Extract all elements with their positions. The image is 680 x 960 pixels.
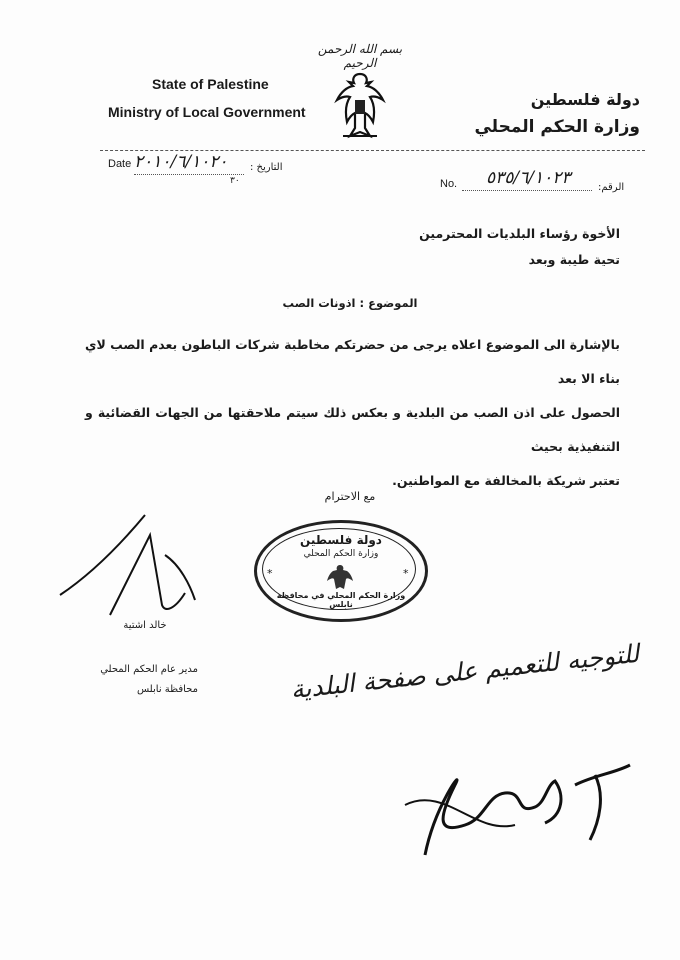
- stamp-top-text: دولة فلسطين: [300, 533, 382, 547]
- subject-line: الموضوع : اذونات الصب: [282, 296, 418, 310]
- signatory-title: مدير عام الحكم المحلي: [100, 664, 198, 675]
- stamp-star-icon: *: [267, 567, 273, 580]
- date-extra: ٣٠: [230, 176, 240, 186]
- date-label-ar: التاريخ :: [250, 162, 283, 173]
- letterhead-ar-line1: دولة فلسطين: [530, 90, 640, 109]
- eagle-emblem-icon: [333, 70, 387, 142]
- body-line-2: الحصول على اذن الصب من البلدية و بعكس ذلك سيتم ملاحقتها من الجهات القضائية و التنفيذية بحيث: [85, 405, 620, 454]
- number-value: ٥٣٥/٦/١٠٢٣: [486, 168, 571, 188]
- addressee-line2: تحية طيبة وبعد: [528, 252, 620, 267]
- header-divider: [100, 150, 645, 151]
- letterhead-en-line2: Ministry of Local Government: [108, 104, 306, 120]
- signatory-name: خالد اشتية: [123, 620, 167, 631]
- letterhead-ar-line2: وزارة الحكم المحلي: [474, 117, 640, 137]
- reference-number-field: [440, 168, 640, 196]
- body-line-3: تعتبر شريكة بالمخالفة مع المواطنين.: [392, 473, 620, 488]
- signatory-office: محافظة نابلس: [136, 684, 198, 695]
- number-label-ar: الرقم:: [598, 182, 625, 193]
- basmala: بسم الله الرحمن الرحيم: [317, 42, 403, 70]
- body-line-1: بالإشارة الى الموضوع اعلاه يرجى من حضرتكم مخاطبة شركات الباطون بعدم الصب لاي بناء الا بعد: [85, 337, 620, 386]
- stamp-eagle-icon: [325, 563, 355, 593]
- number-label: No.: [440, 178, 458, 190]
- date-label: Date: [108, 158, 132, 170]
- handwritten-note: للتوجيه للتعميم على صفحة البلدية: [289, 638, 641, 705]
- addressee-line1: الأخوة رؤساء البلديات المحترمين: [419, 226, 620, 241]
- signature-mark: [50, 505, 200, 635]
- date-value: ٢٠١٠/٦/١٠٢٠: [134, 152, 228, 172]
- stamp-bottom-text: وزارة الحكم المحلي في محافظة نابلس: [276, 591, 406, 609]
- handwritten-signature-mark: [395, 745, 635, 875]
- letter-body: [85, 328, 620, 498]
- closing-text: مع الاحترام: [324, 490, 376, 503]
- official-stamp: [254, 520, 428, 622]
- date-field: [108, 154, 293, 186]
- letterhead-en-line1: State of Palestine: [152, 76, 269, 92]
- stamp-star-icon: *: [403, 567, 409, 580]
- stamp-middle-text: وزارة الحكم المحلي: [303, 549, 379, 559]
